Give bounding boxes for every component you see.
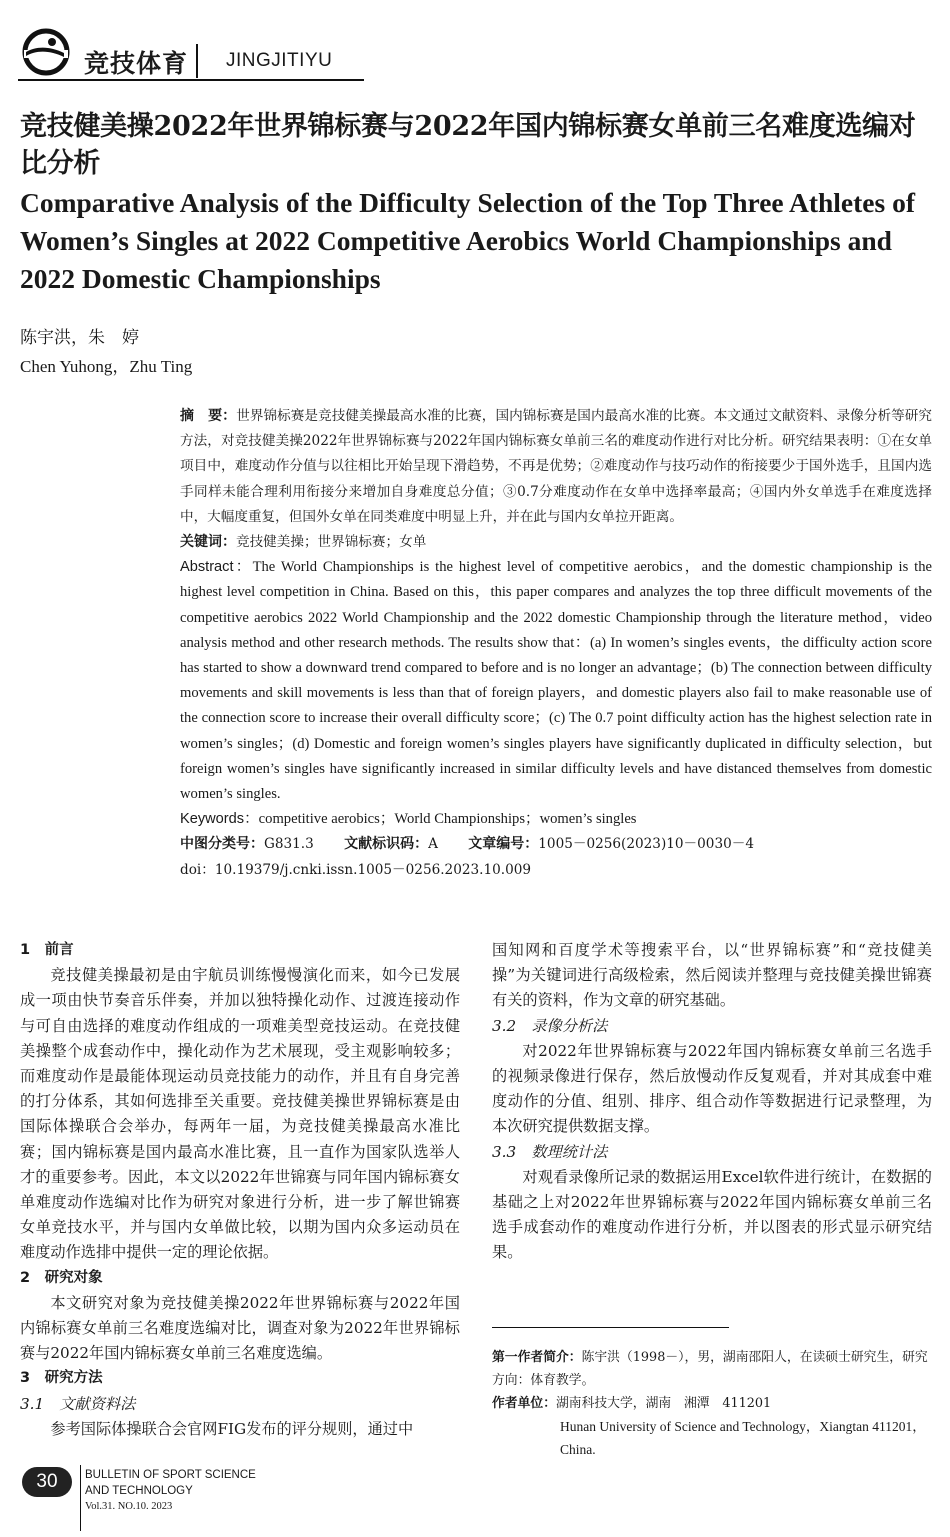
section-3-title: 3 研究方法	[20, 1370, 103, 1387]
section-3-2-title: 3.2 录像分析法	[492, 1016, 608, 1035]
art-label: 文章编号：	[468, 836, 539, 853]
body-left-column	[20, 938, 460, 1442]
article-title-cn: 竞技健美操2022年世界锦标赛与2022年国内锦标赛女单前三名难度选编对比分析	[20, 111, 916, 179]
journal-line-2: AND TECHNOLOGY	[85, 1485, 193, 1497]
authors-cn: 陈宇洪，朱 婷	[20, 328, 139, 348]
journal-name	[85, 1467, 256, 1515]
doc-code	[344, 836, 438, 852]
section-3-3-paragraph: 对观看录像所记录的数据运用Excel软件进行统计，在数据的基础之上对2022年世界锦标赛与2022年国内锦标赛女单前三名选手成套动作的难度动作进行分析，并以图表的形式显示研究结果。	[492, 1167, 932, 1262]
doc-label: 文献标识码：	[344, 836, 429, 853]
section-3-1-paragraph-end: 国知网和百度学术等搜索平台，以“世界锦标赛”和“竞技健美操”为关键词进行高级检索，然后阅读并整理与竞技健美操世锦赛有关的资料，作为文章的研究基础。	[492, 941, 932, 1010]
article-number	[468, 836, 754, 852]
article-title-en: Comparative Analysis of the Difficulty Selection of the Top Three Athletes of Women’s Singles at 2022 Competitive Aerobics World Championships and 2022 Domestic Championships	[20, 187, 915, 294]
doi: doi：10.19379/j.cnki.issn.1005－0256.2023.10.009	[180, 861, 532, 878]
section-3-2-paragraph: 对2022年世界锦标赛与2022年国内锦标赛女单前三名选手的视频录像进行保存，然后放慢动作反复观看，并对其成套中难度动作的分值、组别、排序、组合动作等数据进行记录整理，为本次研究提供数据支撑。	[492, 1041, 932, 1136]
section-3-1-paragraph-start: 参考国际体操联合会官网FIG发布的评分规则，通过中	[50, 1419, 414, 1438]
keywords-en	[180, 807, 932, 832]
header-rule	[18, 79, 364, 81]
sport-runner-logo	[20, 28, 72, 76]
first-author-info	[492, 1346, 934, 1392]
section-1-title: 1 前言	[20, 942, 74, 958]
footer-separator	[80, 1465, 81, 1531]
header-separator	[196, 44, 198, 78]
journal-line-1: BULLETIN OF SPORT SCIENCE	[85, 1469, 256, 1481]
abstract-cn	[180, 404, 932, 530]
first-author-label: 第一作者简介：	[492, 1350, 582, 1365]
author-unit-text: 湖南科技大学，湖南 湘潭 411201	[555, 1396, 772, 1411]
clc-code	[180, 836, 314, 852]
body-right-column	[492, 938, 932, 1266]
article-meta	[180, 832, 932, 857]
abstract-block	[180, 404, 932, 883]
abstract-en-label: Abstract：	[180, 559, 253, 576]
page-number: 30	[22, 1467, 72, 1497]
section-3-1-title: 3.1 文献资料法	[20, 1394, 136, 1413]
clc-value: G831.3	[264, 836, 314, 853]
keywords-en-text: competitive aerobics；World Championships；women’s singles	[258, 811, 637, 828]
keywords-cn-label: 关键词：	[180, 534, 236, 551]
art-value: 1005－0256(2023)10－0030－4	[538, 836, 754, 853]
author-footnote	[492, 1346, 934, 1461]
keywords-cn	[180, 530, 932, 555]
abstract-en	[180, 555, 932, 807]
section-title-en: JINGJITIYU	[226, 50, 333, 71]
keywords-en-label: Keywords：	[180, 811, 259, 828]
abstract-cn-text: 世界锦标赛是竞技健美操最高水准的比赛，国内锦标赛是国内最高水准的比赛。本文通过文献资料、录像分析等研究方法，对竞技健美操2022年世界锦标赛与2022年国内锦标赛女单前三名的难度动作进行对比分析。研究结果表明：①在女单项目中，难度动作分值与以往相比开始呈现下滑趋势，不再是优势；②难度动作与技巧动作的衔接要少于国外选手，且国内选手同样未能合理利用衔接分来增加自身难度总分值；③0.7分难度动作在女单中选择率最高；④国内外女单选手在难度选择中，大幅度重复，但国外女单在同类难度中明显上升，并在此与国内女单拉开距离。	[180, 408, 932, 525]
author-unit	[492, 1392, 934, 1415]
section-3-3-title: 3.3 数理统计法	[492, 1142, 608, 1161]
section-title-cn: 竞技体育	[84, 49, 189, 78]
clc-label: 中图分类号：	[180, 836, 264, 853]
keywords-cn-text: 竞技健美操；世界锦标赛；女单	[236, 534, 427, 551]
first-author-text: 陈宇洪（1998－），男，湖南邵阳人，在读硕士研究生，研究方向：体育教学。	[492, 1350, 928, 1388]
author-unit-label: 作者单位：	[492, 1396, 556, 1411]
authors-en: Chen Yuhong，Zhu Ting	[20, 357, 193, 376]
section-1-paragraph: 竞技健美操最初是由宇航员训练慢慢演化而来，如今已发展成一项由快节奏音乐伴奏，并加以独特操化动作、过渡连接动作与可自由选择的难度动作组成的一项难美型竞技运动。在竞技健美操整个成套动作中，操化动作为艺术展现，受主观影响较多；而难度动作是最能体现运动员竞技能力的动作，并且有自身完善的打分体系，其如何选排至关重要。竞技健美操世界锦标赛是由国际体操联合会举办，每两年一届，为竞技健美操最高水准比赛；国内锦标赛是国内最高水准比赛，且一直作为国家队选举人才的重要参考。因此，本文以2022年世锦赛与同年国内锦标赛女单难度动作选编对比作为研究对象进行分析，进一步了解世锦赛女单竞技水平，并与国内女单做比较，以期为国内众多运动员在难度动作选排中提供一定的理论依据。	[20, 966, 460, 1262]
journal-volume: Vol.31. NO.10. 2023	[85, 1501, 173, 1512]
author-unit-en: Hunan University of Science and Technology，Xiangtan 411201，China.	[560, 1419, 926, 1457]
section-2-paragraph: 本文研究对象为竞技健美操2022年世界锦标赛与2022年国内锦标赛女单前三名难度选编对比，调查对象为2022年世界锦标赛与2022年国内锦标赛女单前三名难度选编。	[20, 1293, 460, 1363]
doc-value: A	[428, 836, 438, 853]
section-2-title: 2 研究对象	[20, 1269, 103, 1286]
footnote-rule	[492, 1327, 729, 1328]
abstract-en-text: The World Championships is the highest level of competitive aerobics，and the domestic championship is the highest level competition in China. Based on this，this paper compares and analyzes the top three difficult movements of the competitive aerobics 2022 World Championship and the 2022 domestic Championship through the literature method，video analysis method and other research methods. The results show that：(a) In women’s singles events，the difficulty action score has started to show a downward trend compared to before and is no longer an advantage；(b) The connection between difficulty movements and skill movements is less than that of foreign players，and domestic players also fail to make reasonable use of the connection score to increase their overall difficulty score；(c) The 0.7 point difficulty action has the highest selection rate in women’s singles；(d) Domestic and foreign women’s singles players have significantly duplicated in difficulty selection，but foreign women’s singles have significantly increased in similar difficulty levels and have distanced themselves from domestic women’s singles.	[180, 559, 932, 803]
abstract-cn-label: 摘 要：	[180, 408, 237, 424]
